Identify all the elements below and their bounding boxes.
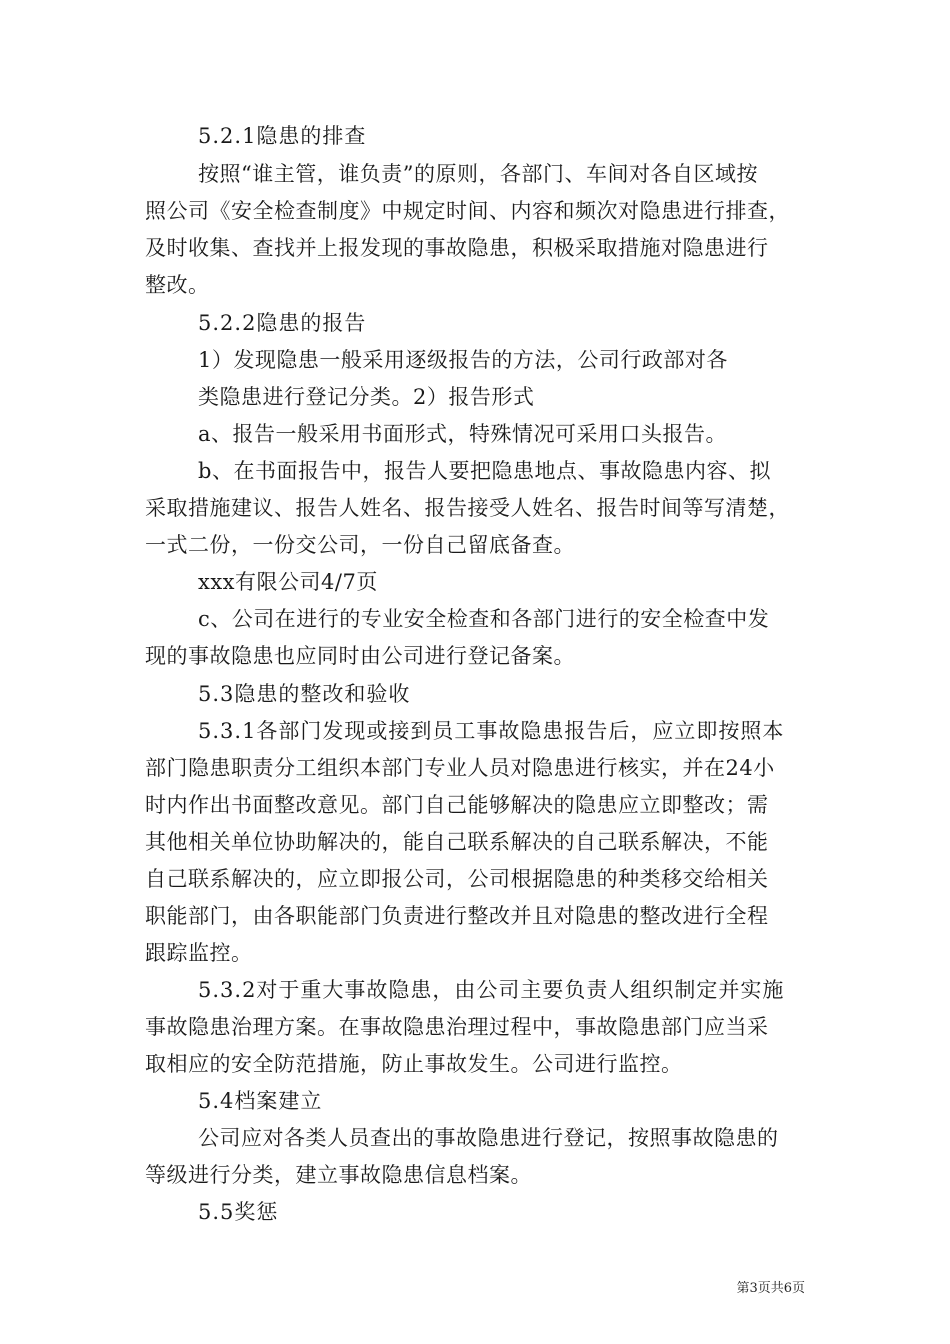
paragraph-line: 5.3.1各部门发现或接到员工事故隐患报告后，应立即按照本 <box>198 719 785 743</box>
paragraph-line: a、报告一般采用书面形式，特殊情况可采用口头报告。 <box>198 422 728 446</box>
paragraph-line: 及时收集、查找并上报发现的事故隐患，积极采取措施对隐患进行 <box>145 236 769 260</box>
paragraph-line: c、公司在进行的专业安全检查和各部门进行的安全检查中发 <box>198 607 770 631</box>
page-number-footer: 第3页共6页 <box>736 1281 805 1296</box>
paragraph-line: 部门隐患职责分工组织本部门专业人员对隐患进行核实，并在24小 <box>145 756 775 780</box>
paragraph-line: 整改。 <box>145 273 210 297</box>
paragraph-line: 跟踪监控。 <box>145 941 253 965</box>
paragraph-line: 公司应对各类人员查出的事故隐患进行登记，按照事故隐患的 <box>198 1126 779 1150</box>
paragraph-line: 一式二份，一份交公司，一份自己留底备查。 <box>145 533 575 557</box>
paragraph-line: 其他相关单位协助解决的，能自己联系解决的自己联系解决，不能 <box>145 830 769 854</box>
paragraph-line: 职能部门，由各职能部门负责进行整改并且对隐患的整改进行全程 <box>145 904 769 928</box>
paragraph-line: 照公司《安全检查制度》中规定时间、内容和频次对隐患进行排查， <box>145 199 790 223</box>
inline-page-marker: xxx有限公司4/7页 <box>198 570 378 594</box>
heading-5-2-1: 5.2.1隐患的排查 <box>198 124 367 148</box>
paragraph-line: b、在书面报告中，报告人要把隐患地点、事故隐患内容、拟 <box>198 459 771 483</box>
heading-5-3: 5.3隐患的整改和验收 <box>198 682 411 706</box>
paragraph-line: 现的事故隐患也应同时由公司进行登记备案。 <box>145 644 575 668</box>
heading-5-4: 5.4档案建立 <box>198 1089 323 1113</box>
paragraph-line: 自己联系解决的，应立即报公司，公司根据隐患的种类移交给相关 <box>145 867 769 891</box>
paragraph-line: 5.3.2对于重大事故隐患，由公司主要负责人组织制定并实施 <box>198 978 785 1002</box>
heading-5-2-2: 5.2.2隐患的报告 <box>198 311 367 335</box>
heading-5-5: 5.5奖惩 <box>198 1200 279 1224</box>
paragraph-line: 类隐患进行登记分类。2）报告形式 <box>198 385 535 409</box>
paragraph-line: 采取措施建议、报告人姓名、报告接受人姓名、报告时间等写清楚， <box>145 496 790 520</box>
paragraph-line: 事故隐患治理方案。在事故隐患治理过程中，事故隐患部门应当采 <box>145 1015 769 1039</box>
paragraph-line: 等级进行分类，建立事故隐患信息档案。 <box>145 1163 532 1187</box>
paragraph-line: 1）发现隐患一般采用逐级报告的方法，公司行政部对各 <box>198 348 728 372</box>
paragraph-line: 按照“谁主管，谁负责”的原则，各部门、车间对各自区域按 <box>198 162 758 186</box>
paragraph-line: 时内作出书面整改意见。部门自己能够解决的隐患应立即整改；需 <box>145 793 769 817</box>
paragraph-line: 取相应的安全防范措施，防止事故发生。公司进行监控。 <box>145 1052 683 1076</box>
